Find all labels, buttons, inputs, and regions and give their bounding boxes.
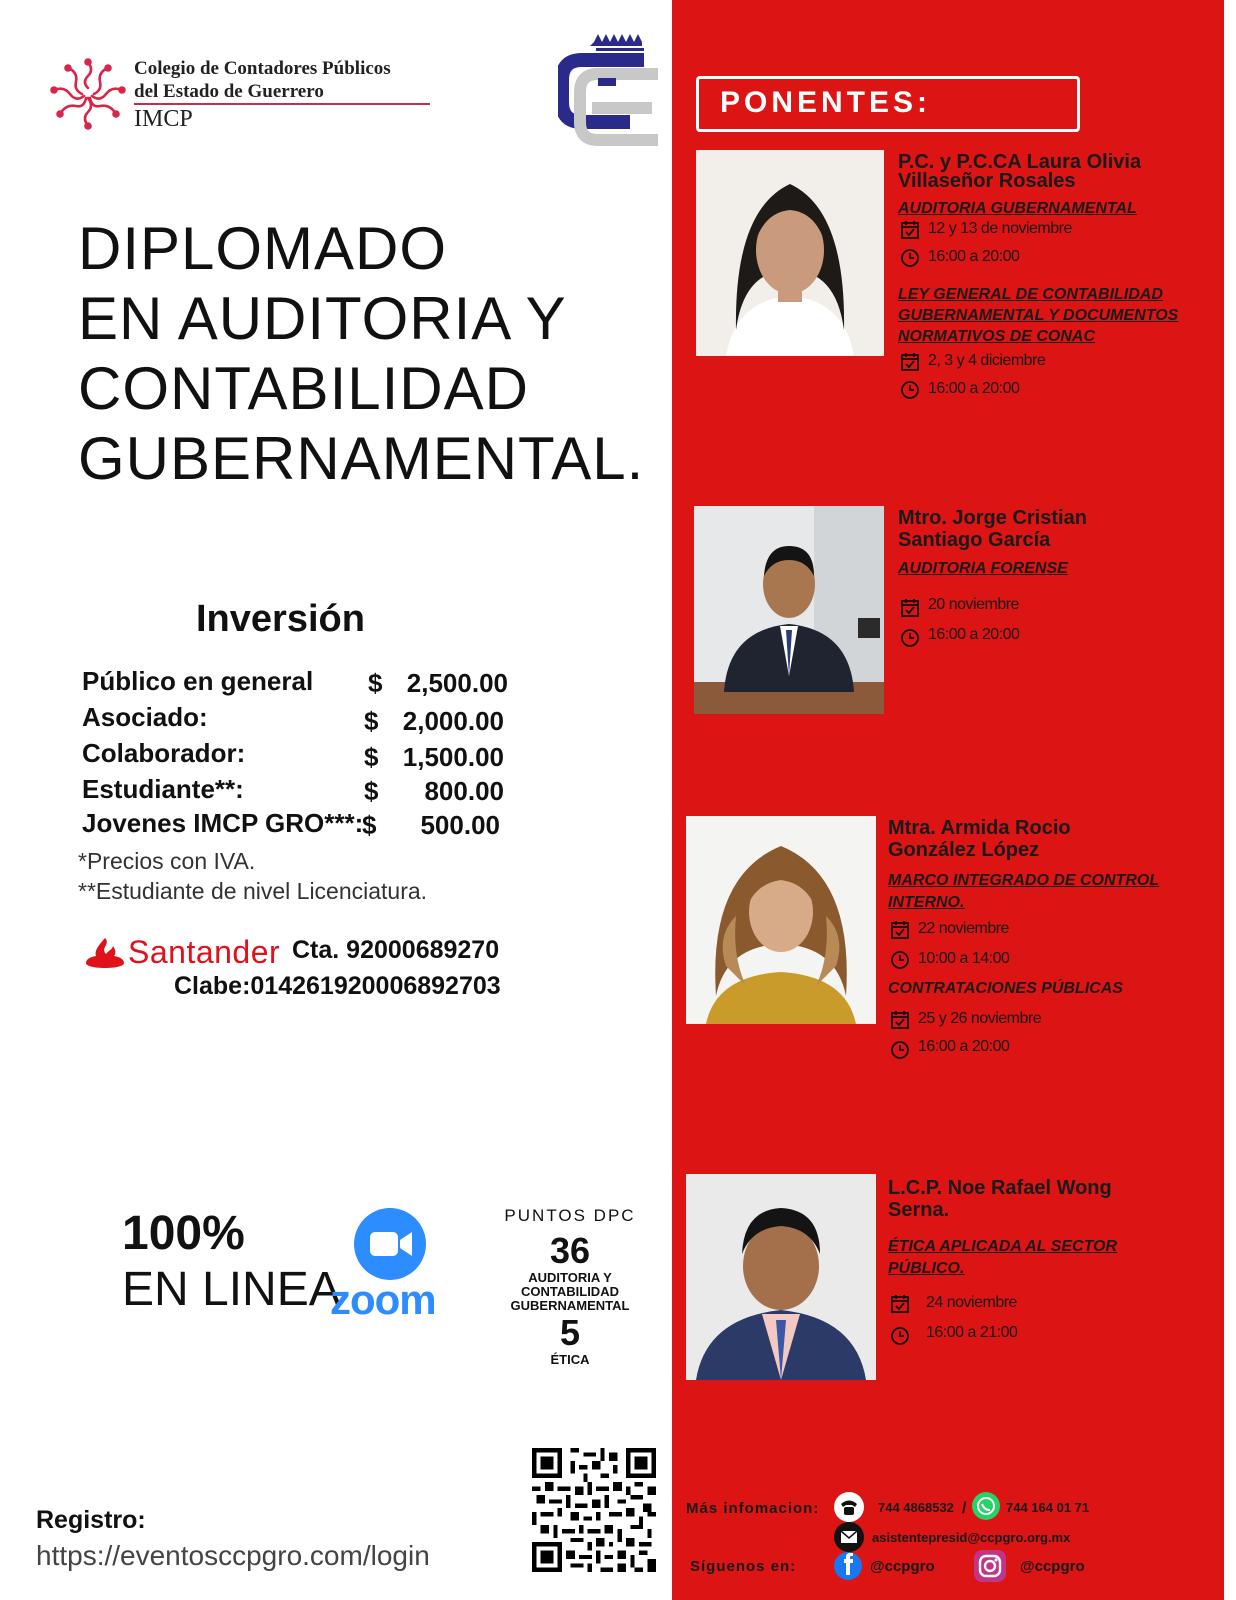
org-name-line2: del Estado de Guerrero <box>134 81 324 102</box>
course-date: 22 noviembre <box>918 920 1009 937</box>
dpc-area-label: AUDITORIA Y <box>528 1270 612 1285</box>
follow-label: Síguenos en: <box>690 1558 797 1575</box>
email-icon <box>834 1522 864 1552</box>
price-currency: $ <box>362 810 377 840</box>
course-time: 16:00 a 20:00 <box>928 248 1020 265</box>
speaker-name-line2: Villaseñor Rosales <box>898 170 1076 192</box>
registration-link[interactable]: https://eventosccpgro.com/login <box>36 1540 430 1571</box>
org-acronym: IMCP <box>134 106 193 132</box>
org-name: Colegio de Contadores Públicos <box>134 58 391 79</box>
price-note: *Precios con IVA. <box>78 848 256 874</box>
registration-label: Registro: <box>36 1506 146 1534</box>
price-label: Colaborador: <box>82 738 246 768</box>
course-time: 16:00 a 20:00 <box>928 626 1020 643</box>
facebook-handle[interactable]: @ccpgro <box>870 1558 935 1575</box>
student-note: **Estudiante de nivel Licenciatura. <box>78 878 428 904</box>
course-title: CONTRATACIONES PÚBLICAS <box>888 980 1123 997</box>
course-date: 12 y 13 de noviembre <box>928 220 1072 237</box>
page-title-line1: DIPLOMADO <box>78 215 448 282</box>
whatsapp-icon <box>972 1492 1000 1520</box>
dpc-points: 5 <box>559 1312 581 1353</box>
course-title-line2: INTERNO. <box>888 894 965 911</box>
price-currency: $ <box>364 776 379 806</box>
price-label: Público en general <box>82 666 314 696</box>
calendar-icon <box>890 1010 910 1030</box>
clock-icon <box>890 950 910 970</box>
price-currency: $ <box>368 668 383 698</box>
whatsapp-number[interactable]: 744 164 01 71 <box>1006 1500 1090 1515</box>
clock-icon <box>890 1040 910 1060</box>
org-divider <box>134 103 430 105</box>
clock-icon <box>900 380 920 400</box>
investment-heading: Inversión <box>196 598 365 640</box>
calendar-icon <box>900 598 920 618</box>
instagram-glyph <box>974 1550 1006 1582</box>
page-title-line4: GUBERNAMENTAL. <box>78 425 645 492</box>
phone-number[interactable]: 744 4868532 <box>878 1500 954 1515</box>
zoom-wordmark: zoom <box>330 1276 436 1323</box>
bank-name: Santander <box>128 934 281 970</box>
zoom-logo-icon <box>354 1208 426 1280</box>
course-time: 10:00 a 14:00 <box>918 950 1010 967</box>
clock-icon <box>900 628 920 648</box>
speaker-photo <box>694 506 884 714</box>
course-date: 20 noviembre <box>928 596 1019 613</box>
course-title-line3: NORMATIVOS DE CONAC <box>898 328 1096 345</box>
envelope-glyph <box>834 1522 864 1552</box>
calendar-icon <box>890 920 910 940</box>
edge-strip <box>1224 0 1236 1600</box>
price-amount: 2,000.00 <box>402 706 504 736</box>
online-label: EN LINEA <box>122 1263 341 1316</box>
bank-clabe: Clabe:014261920006892703 <box>174 972 501 1000</box>
price-label: Asociado: <box>82 702 208 732</box>
speaker-name: Mtro. Jorge Cristian <box>898 507 1087 529</box>
speaker-portrait <box>686 1174 876 1380</box>
speaker-photo <box>696 150 884 356</box>
santander-flame-icon <box>86 936 124 968</box>
speaker-photo <box>686 816 876 1024</box>
speaker-portrait <box>694 506 884 714</box>
course-title-line2: GUBERNAMENTAL Y DOCUMENTOS <box>898 307 1179 324</box>
telephone-glyph <box>834 1492 864 1522</box>
speaker-name-line2: González López <box>888 839 1040 861</box>
calendar-icon <box>900 352 920 372</box>
course-title: AUDITORIA GUBERNAMENTAL <box>898 200 1137 217</box>
facebook-glyph <box>834 1552 862 1580</box>
page-title-line2: EN AUDITORIA Y <box>78 285 567 352</box>
org-logo-icon <box>48 56 128 132</box>
dpc-area-label: GUBERNAMENTAL <box>510 1298 630 1313</box>
speaker-name: P.C. y P.C.CA Laura Olivia <box>898 151 1142 173</box>
speaker-portrait <box>686 816 876 1024</box>
course-date: 25 y 26 noviembre <box>918 1010 1042 1027</box>
speaker-name: L.C.P. Noe Rafael Wong <box>888 1177 1112 1199</box>
dpc-area-label: ÉTICA <box>550 1352 590 1367</box>
price-amount: 500.00 <box>420 810 500 840</box>
speaker-portrait <box>696 150 884 356</box>
bank-account: Cta. 92000689270 <box>292 936 500 964</box>
speakers-heading: PONENTES: <box>720 86 932 119</box>
email-address[interactable]: asistentepresid@ccpgro.org.mx <box>872 1530 1071 1545</box>
course-title: AUDITORIA FORENSE <box>898 560 1068 577</box>
course-title: LEY GENERAL DE CONTABILIDAD <box>898 286 1163 303</box>
price-amount: 1,500.00 <box>402 742 504 772</box>
dpc-heading: PUNTOS DPC <box>504 1206 636 1225</box>
video-camera-icon <box>354 1208 426 1280</box>
course-time: 16:00 a 21:00 <box>926 1324 1018 1341</box>
speaker-photo <box>686 1174 876 1380</box>
dpc-area-label: CONTABILIDAD <box>521 1284 619 1299</box>
page-title-line3: CONTABILIDAD <box>78 355 529 422</box>
speaker-name: Mtra. Armida Rocio <box>888 817 1071 839</box>
whatsapp-glyph <box>972 1492 1000 1520</box>
ccpg-logo-icon <box>558 30 672 166</box>
qr-code[interactable] <box>532 1448 656 1572</box>
course-time: 16:00 a 20:00 <box>928 380 1020 397</box>
instagram-handle[interactable]: @ccpgro <box>1020 1558 1085 1575</box>
course-time: 16:00 a 20:00 <box>918 1038 1010 1055</box>
price-label: Jovenes IMCP GRO***: <box>82 808 364 838</box>
price-label: Estudiante**: <box>82 774 244 804</box>
clock-icon <box>890 1326 910 1346</box>
calendar-icon <box>890 1294 910 1314</box>
course-title-line2: PÚBLICO. <box>888 1260 965 1277</box>
course-title: ÉTICA APLICADA AL SECTOR <box>888 1238 1118 1255</box>
course-date: 24 noviembre <box>926 1294 1017 1311</box>
dpc-points: 36 <box>549 1230 591 1271</box>
speaker-name-line2: Serna. <box>888 1199 950 1221</box>
price-currency: $ <box>364 706 379 736</box>
contact-separator: / <box>962 1500 967 1517</box>
course-date: 2, 3 y 4 diciembre <box>928 352 1046 369</box>
online-percent: 100% <box>122 1207 245 1260</box>
calendar-icon <box>900 220 920 240</box>
course-title: MARCO INTEGRADO DE CONTROL <box>888 872 1160 889</box>
price-currency: $ <box>364 742 379 772</box>
more-info-label: Más infomacion: <box>686 1500 820 1517</box>
speaker-name-line2: Santiago García <box>898 529 1051 551</box>
facebook-icon[interactable] <box>834 1552 862 1580</box>
price-amount: 800.00 <box>424 776 504 806</box>
clock-icon <box>900 248 920 268</box>
instagram-icon[interactable] <box>974 1550 1006 1582</box>
phone-icon <box>834 1492 864 1522</box>
price-amount: 2,500.00 <box>406 668 508 698</box>
